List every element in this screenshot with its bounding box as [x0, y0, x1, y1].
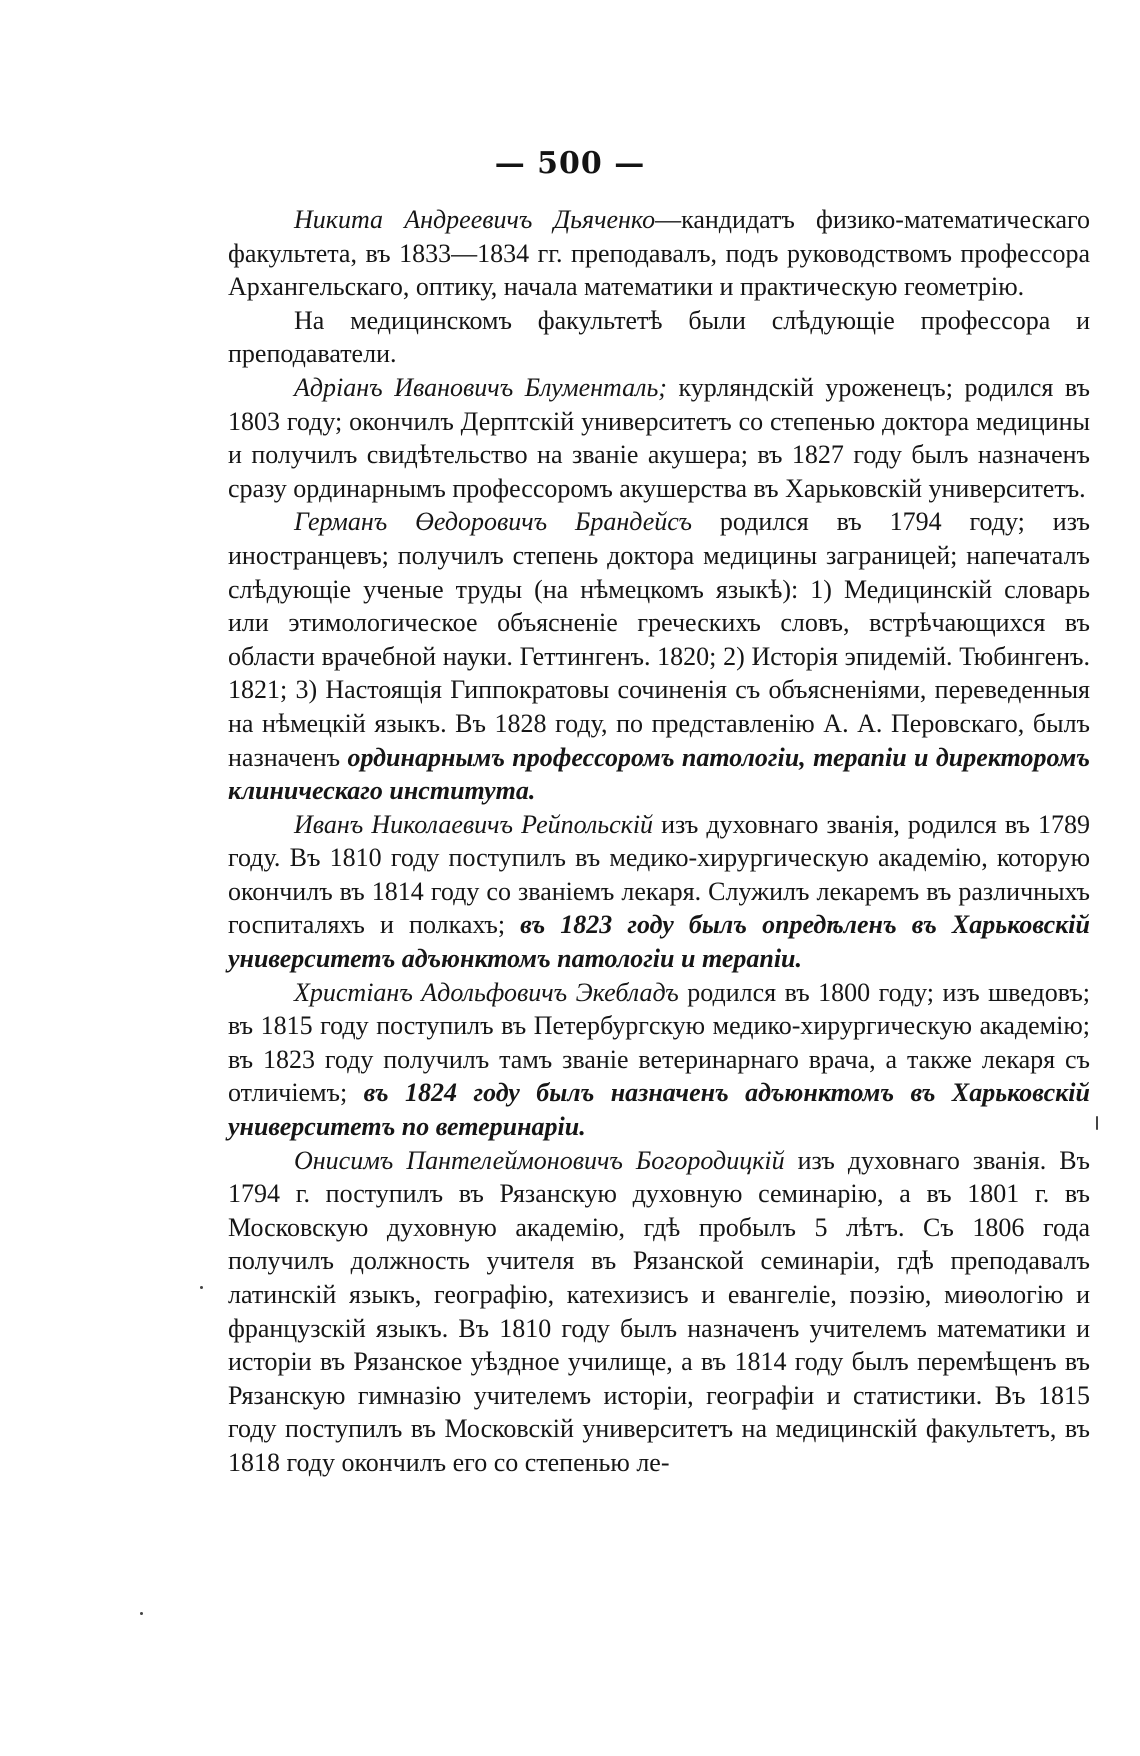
- page-number: — 500 —: [494, 146, 646, 181]
- paragraph-text: родился въ 1800 году; изъ шведовъ; въ 1815 году поступилъ въ Петербургскую медико-хирургическую академію; въ 1823 году получилъ тамъ званіе ветеринарнаго врача, а также лекаря съ отличіемъ;: [228, 977, 1091, 1108]
- scan-speck: [140, 1612, 143, 1615]
- person-name: Никита Андреевичъ Дьяченко: [294, 205, 656, 234]
- person-name: Христіанъ Адольфовичъ Экебладъ: [294, 977, 679, 1007]
- italic-emphasis: въ 1824 году былъ назначенъ адъюнктомъ въ Харьковскій университетъ по ветеринаріи.: [228, 1078, 1090, 1142]
- italic-emphasis: въ 1823 году былъ опредѣленъ въ Харьковскій университетъ адъюнктомъ патологіи и терапіи.: [228, 910, 1090, 974]
- paragraph-faculty-intro: [228, 304, 1090, 371]
- paragraph-brandeis: [228, 505, 1090, 807]
- paragraph-text: изъ духовнаго званія. Въ 1794 г. поступилъ въ Рязанскую духовную семинарію, а въ 1801 г. въ Московскую духовную академію, гдѣ пробылъ 5 лѣтъ. Съ 1806 года получилъ должность учителя въ Рязанской семинаріи, гдѣ преподавалъ латинскій языкъ, географію, катехизисъ и евангеліе, поэзію, миѳологію и французскій языкъ. Въ 1810 году былъ назначенъ учителемъ математики и исторіи въ Рязанское уѣздное училище, а въ 1814 году былъ перемѣщенъ въ Рязанскую гимназію учителемъ исторіи, географіи и статистики. Въ 1815 году поступилъ въ Московскій университетъ на медицинскій факультетъ, въ 1818 году окончилъ его со степенью ле-: [228, 1145, 1091, 1477]
- paragraph-reipolsky: [228, 808, 1090, 976]
- paragraph-ekeblad: [228, 976, 1090, 1144]
- scan-speck: [1096, 1116, 1098, 1130]
- paragraph-dyachenko: [228, 203, 1090, 304]
- person-name: Адріанъ Ивановичъ Блументаль;: [294, 372, 667, 402]
- person-name: Иванъ Николаевичъ Рейпольскій: [294, 809, 654, 839]
- person-name: Онисимъ Пантелеймоновичъ Богородицкій: [294, 1145, 785, 1175]
- body-text: [228, 203, 1090, 1480]
- paragraph-text: изъ духовнаго званія, родился въ 1789 году. Въ 1810 году поступилъ въ медико-хирургическую академію, которую окончилъ въ 1814 году со званіемъ лекаря. Служилъ лекаремъ въ различныхъ госпиталяхъ и полкахъ;: [228, 809, 1091, 940]
- paragraph-text: На медицинскомъ факультетѣ были слѣдующіе профессора и преподаватели.: [228, 305, 1090, 369]
- scan-speck: [200, 1286, 203, 1289]
- person-name: Германъ Өедоровичъ Брандейсъ: [294, 507, 692, 537]
- paragraph-blumental: [228, 371, 1090, 505]
- paragraph-text: родился въ 1794 году; изъ иностранцевъ; получилъ степень доктора медицины заграницей; напечаталъ слѣдующіе ученые труды (на нѣмецкомъ языкѣ): 1) Медицинскій словарь или этимологическое объясненіе греческихъ словъ, встрѣчающихся въ области врачебной науки. Геттингенъ. 1820; 2) Исторія эпидемій. Тюбингенъ. 1821; 3) Настоящія Гиппократовы сочиненія съ объясненіями, переведенныя на нѣмецкій языкъ. Въ 1828 году, по представленію А. А. Перовскаго, былъ назначенъ: [228, 507, 1090, 772]
- paragraph-bogoroditsky: [228, 1144, 1090, 1480]
- paragraph-text: —кандидатъ физико-математическаго факультета, въ 1833—1834 гг. преподавалъ, подъ руководствомъ профессора Архангельскаго, оптику, начала математики и практическую геометрію.: [228, 205, 1091, 302]
- paragraph-text: курляндскій уроженецъ; родился въ 1803 году; окончилъ Дерптскій университетъ со степенью доктора медицины и получилъ свидѣтельство на званіе акушера; въ 1827 году былъ назначенъ сразу ординарнымъ профессоромъ акушерства въ Харьковскій университетъ.: [228, 372, 1091, 503]
- italic-emphasis: ординарнымъ профессоромъ патологіи, терапіи и директоромъ клиническаго института.: [228, 742, 1090, 806]
